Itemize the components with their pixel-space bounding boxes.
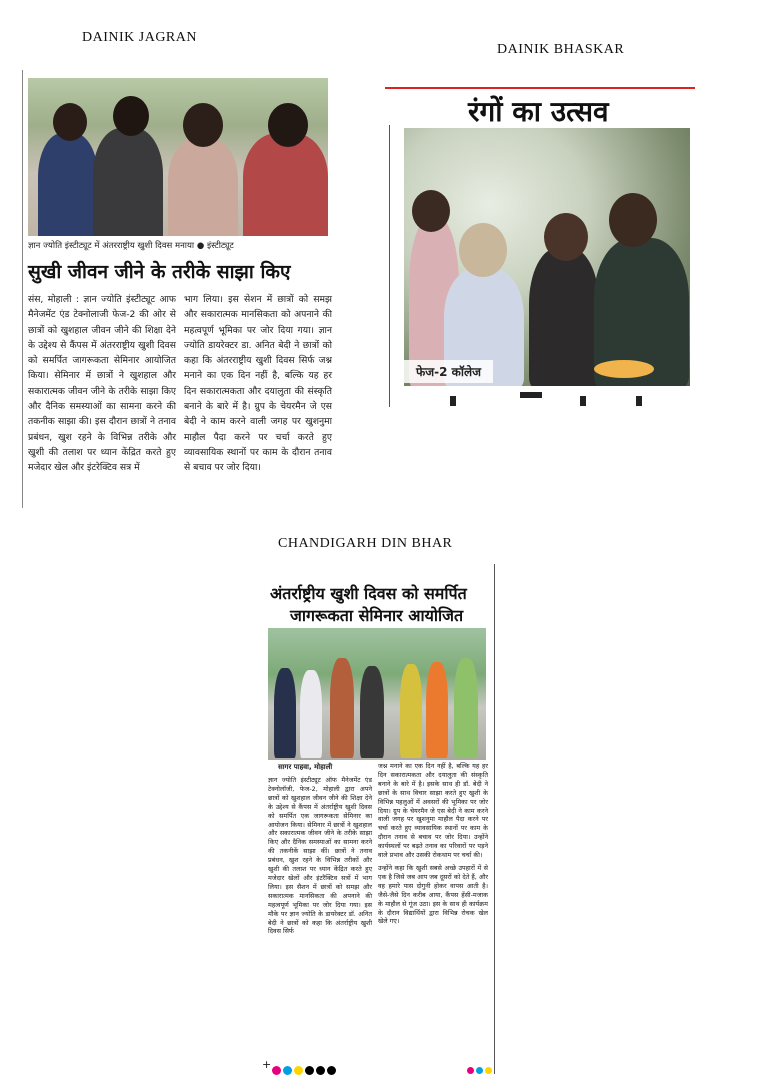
black-dot <box>327 1066 336 1075</box>
bhaskar-photo-caption: फेज-2 कॉलेज <box>404 360 493 383</box>
label-chandigarh-din-bhar: CHANDIGARH DIN BHAR <box>278 536 453 551</box>
registration-crosshair: + <box>262 1058 272 1071</box>
person-figure <box>360 666 384 758</box>
cyan-dot <box>476 1067 483 1074</box>
yellow-dot <box>485 1067 492 1074</box>
dinbhar-byline: सागर पाहवा, मोहाली <box>278 763 333 771</box>
jagran-photo-caption: ज्ञान ज्योति इंस्टीट्यूट में अंतरराष्ट्रीय खुशी दिवस मनाया ● इंस्टीट्यूट <box>28 241 234 251</box>
bhaskar-headline: रंगों का उत्सव <box>468 95 609 128</box>
jagran-column-2-text: भाग लिया। इस सेशन में छात्रों को समझ और सकारात्मक मानसिकता को अपनाने की महत्वपूर्ण भूमिका पर जोर दिया गया। ज्ञान ज्योति डायरेक्टर डा. अनित बेदी ने छात्रों को कहा कि अंतरराष्ट्रीय खुशी दिवस सिर्फ जश्न मनाने का एक दिन नहीं है, बल्कि यह हर दिन सकारात्मकता और दयालुता की संस्कृति बनाने के बारे में है। ग्रुप के चेयरमैन जे एस बेदी ने काम करने वाली जगह पर खुशनुमा माहौल पैदा करने पर चर्चा करते हुए व्यावसायिक स्थानों पर काम के दौरान तनाव से बचाव पर जोर दिया। <box>184 294 332 474</box>
black-dot <box>316 1066 325 1075</box>
jagran-column-1-text: संस, मोहाली : ज्ञान ज्योति इंस्टीट्यूट आफ मैनेजमेंट एंड टेक्नोलाजी फेज-2 की ओर से छात्रों को खुशहाल जीवन जीने की शिक्षा देने के उद्देश्य से कैंपस में अंतरराष्ट्रीय खुशी दिवस को समर्पित जागरूकता सेमिनार आयोजित किया। सेमिनार में छात्रों ने खुशहाल और सकारात्मक जीवन जीने के तरीके साझा किए और दैनिक समस्याओं का सामना करने की तकनीक साझा की। इस दौरान छात्रों ने तनाव प्रबंधन, खुश रहने के विभिन्न तरीके और खुशी की तलाश पर ध्यान केंद्रित करते हुए मजेदार खेल और इंटरेक्टिव सत्र में <box>28 294 176 474</box>
jagran-column-1 <box>28 292 176 476</box>
dinbhar-headline-line-1: अंतर्राष्ट्रीय खुशी दिवस को समर्पित <box>270 584 467 603</box>
person-figure <box>330 658 354 758</box>
person-head <box>412 190 450 232</box>
person-head <box>609 193 657 247</box>
bhaskar-cutoff-text <box>440 390 680 406</box>
jagran-headline: सुखी जीवन जीने के तरीके साझा किए <box>28 261 291 283</box>
person-figure <box>274 668 296 758</box>
yellow-dot <box>294 1066 303 1075</box>
dinbhar-clipping <box>262 564 496 1074</box>
label-dainik-bhaskar: DAINIK BHASKAR <box>497 42 625 57</box>
person-head <box>113 96 149 136</box>
person-figure <box>243 133 328 236</box>
dinbhar-headline-line-2: जागरूकता सेमिनार आयोजित <box>290 606 464 625</box>
person-figure <box>38 133 98 236</box>
clip-left-border <box>22 70 23 508</box>
person-figure <box>400 664 422 758</box>
cyan-dot <box>283 1066 292 1075</box>
dinbhar-photo <box>268 628 486 760</box>
dinbhar-column-2-text: जश्न मनाने का एक दिन नहीं है, बल्कि यह हर दिन सकारात्मकता और दयालुता की संस्कृति बनाने के बारे में है। इसके साथ ही डॉ. बेदी ने छात्रों के साथ विचार साझा करते हुए खुशी के विभिन्न पहलुओं में अवसरों की भूमिका पर जोर दिया। ग्रुप के चेयरमैन जे एस बेदी ने काम करने वाली जगह पर खुशनुमा माहौल पैदा करने पर चर्चा करते हुए व्यावसायिक स्थानों पर काम के दौरान तनाव से बचाव पर जोर दिया। उन्होंने कार्यस्थलों पर बढ़ते तनाव का परिवारों पर पड़ने वाले प्रभाव और उसकी रोकथाम पर चर्चा की। <box>378 762 488 860</box>
dinbhar-column-1 <box>268 776 372 936</box>
person-head <box>183 103 223 147</box>
dinbhar-column-1-text: ज्ञान ज्योति इंस्टीट्यूट ऑफ मैनेजमेंट एंड टेक्नोलॉजी, फेज-2, मोहाली द्वारा अपने छात्रों को खुशहाल जीवन जीने की शिक्षा देने के उद्देश्य से कैंपस में अंतर्राष्ट्रीय खुशी दिवस को समर्पित एक जागरूकता सेमिनार का आयोजन किया। सेमिनार में छात्रों ने खुशहाल और सकारात्मक जीवन जीने के तरीके साझा किए और दैनिक समस्याओं का सामना करने की तकनीकें साझा कीं। छात्रों ने तनाव प्रबंधन, खुश रहने के विभिन्न तरीकों और खुशी की तलाश पर ध्यान केंद्रित करते हुए मजेदार खेलों और इंटरैक्टिव सत्रों में भाग लिया। इस सैशन में छात्रों को समझ और सकारात्मक मानसिकता की अपनाने की महत्वपूर्ण भूमिका पर जोर दिया गया। इस मौके पर ज्ञान ज्योति के डायरेक्टर डॉ. अनित बेदी ने छात्रों को कहा कि अंतर्राष्ट्रीय खुशी दिवस सिर्फ <box>268 776 372 936</box>
color-plate <box>594 360 654 378</box>
clip-right-border <box>494 564 495 1074</box>
person-figure <box>426 662 448 758</box>
person-figure <box>168 138 238 236</box>
label-dainik-jagran: DAINIK JAGRAN <box>82 30 197 45</box>
person-head <box>53 103 87 141</box>
bhaskar-photo <box>404 128 690 386</box>
magenta-dot <box>272 1066 281 1075</box>
person-figure <box>454 658 478 758</box>
person-head <box>459 223 507 277</box>
jagran-column-2 <box>184 292 332 476</box>
black-dot <box>305 1066 314 1075</box>
person-figure <box>93 128 163 236</box>
person-head <box>544 213 588 261</box>
person-figure <box>529 248 599 386</box>
bhaskar-left-rule <box>389 125 390 407</box>
jagran-photo <box>28 78 328 236</box>
bhaskar-top-rule <box>385 87 695 89</box>
dinbhar-column-2 <box>378 762 488 926</box>
magenta-dot <box>467 1067 474 1074</box>
person-head <box>268 103 308 147</box>
person-figure <box>300 670 322 758</box>
jagran-clipping <box>22 70 342 508</box>
registration-marks <box>262 1058 494 1072</box>
dinbhar-column-2-text-b: उन्होंने कहा कि खुशी सबसे अच्छे उपहारों में से एक है जिसे जब आप जब दूसरों को देते हैं, और वह हमारे पास दोगुनी होकर वापस आती है। जैसे-जैसे दिन करीब आया, कैंपस हँसी-मजाक के माहौल से गूंज उठा। इस के साथ ही कार्यक्रम के दौरान विद्यार्थियों द्वारा विभिन्न रोचक खेल खेले गए। <box>378 863 488 926</box>
